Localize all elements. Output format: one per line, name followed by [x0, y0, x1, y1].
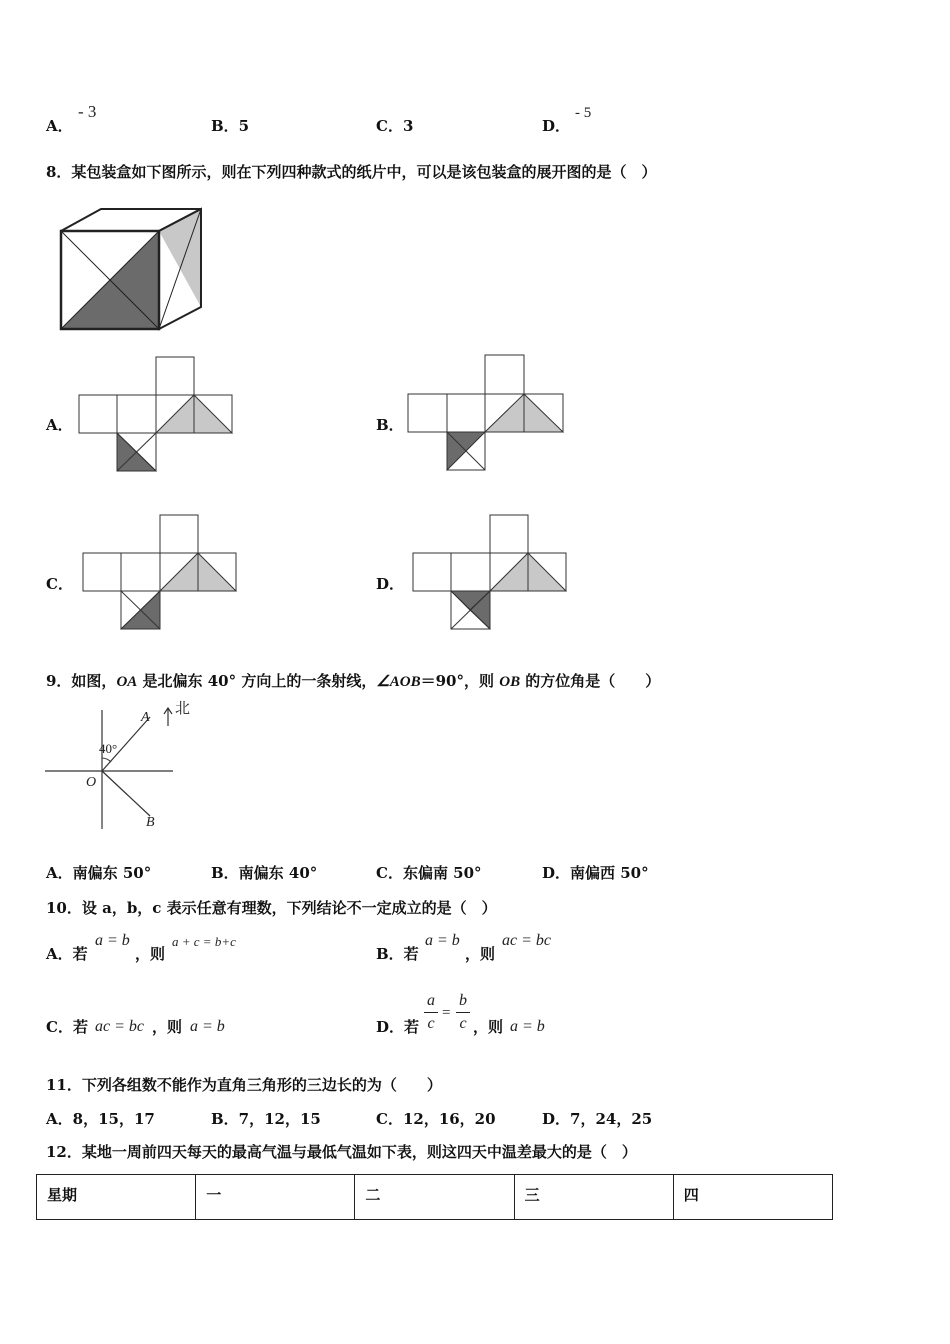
q9-label-angle: 40° — [99, 741, 118, 756]
q10-option-a-cond: a = b — [95, 932, 130, 949]
q10-option-c-concl: a = b — [190, 1018, 225, 1035]
q10-option-c-mid: ，则 — [152, 1018, 183, 1036]
q8-option-c: C． — [46, 575, 73, 593]
table-header-cell: 二 — [355, 1175, 514, 1220]
q10-option-d-concl: a = b — [510, 1018, 545, 1035]
q10-option-d-fraction-2 — [456, 992, 470, 1033]
q9-option-c: C．东偏南 50° — [376, 864, 482, 882]
q9-option-a: A．南偏东 50° — [46, 864, 152, 882]
q10-option-b-cond: a = b — [425, 932, 460, 949]
q10-option-a-mid: ，则 — [135, 945, 166, 963]
q10-d-num2: b — [459, 992, 467, 1009]
q10-d-den1: c — [427, 1015, 435, 1032]
table-header-cell: 一 — [196, 1175, 355, 1220]
q10-option-a-concl: a + c = b+c — [172, 934, 236, 949]
q9-stem: 9．如图，OA 是北偏东 40° 方向上的一条射线，∠AOB＝90°，则 OB 的方位角是（ ） — [46, 672, 661, 690]
q8-cube-figure — [55, 205, 210, 333]
q10-option-d-prefix: D．若 — [376, 1018, 420, 1036]
q11-stem: 11．下列各组数不能作为直角三角形的三边长的为（ ） — [46, 1076, 442, 1094]
q8-option-b: B． — [376, 416, 404, 434]
q10-option-d-mid: ，则 — [473, 1018, 504, 1036]
q8-net-b — [407, 354, 565, 472]
q10-d-eq: = — [442, 1005, 451, 1021]
q11-option-a: A．8，15，17 — [46, 1110, 155, 1128]
table-header-cell: 三 — [514, 1175, 673, 1220]
table-header-cell: 四 — [673, 1175, 832, 1220]
q10-option-a-prefix: A．若 — [46, 945, 88, 963]
q9-option-b: B．南偏东 40° — [211, 864, 318, 882]
q8-net-c — [82, 514, 238, 632]
q8-stem: 8．某包装盒如下图所示，则在下列四种款式的纸片中，可以是该包装盒的展开图的是（ ） — [46, 163, 657, 181]
q7-option-d-value: - 5 — [575, 105, 592, 121]
q8-option-a: A． — [46, 416, 73, 434]
table-row — [37, 1175, 833, 1220]
q9-label-a: A — [141, 710, 150, 725]
q10-option-c-cond: ac = bc — [95, 1018, 144, 1035]
q10-d-num1: a — [427, 992, 435, 1009]
q11-option-d: D．7，24，25 — [542, 1110, 653, 1128]
q7-option-a-value: - 3 — [78, 102, 97, 121]
q7-option-a-label: A． — [46, 117, 73, 135]
q7-option-b: B．5 — [211, 117, 250, 135]
q8-net-a — [78, 356, 234, 474]
q11-option-c: C．12，16，20 — [376, 1110, 496, 1128]
q9-figure — [45, 706, 195, 832]
q9-label-b: B — [146, 815, 155, 830]
q10-option-b-mid: ，则 — [465, 945, 496, 963]
q12-temperature-table — [36, 1174, 833, 1220]
q7-option-c: C．3 — [376, 117, 414, 135]
table-header-cell: 星期 — [37, 1175, 196, 1220]
q10-option-d-fraction-1 — [424, 992, 438, 1033]
q10-stem: 10．设 a，b，c 表示任意有理数，下列结论不一定成立的是（ ） — [46, 899, 497, 917]
q9-option-d: D．南偏西 50° — [542, 864, 649, 882]
q10-d-den2: c — [459, 1015, 467, 1032]
q9-label-o: O — [86, 775, 97, 790]
q9-label-north: 北 — [175, 701, 191, 717]
q7-option-d-label: D． — [542, 117, 571, 135]
q11-option-b: B．7，12，15 — [211, 1110, 321, 1128]
q12-stem: 12．某地一周前四天每天的最高气温与最低气温如下表，则这四天中温差最大的是（ ） — [46, 1143, 637, 1161]
q10-option-c-prefix: C．若 — [46, 1018, 88, 1036]
q8-net-d — [412, 514, 568, 632]
q10-option-b-concl: ac = bc — [502, 932, 551, 949]
q10-option-b-prefix: B．若 — [376, 945, 419, 963]
q8-option-d: D． — [376, 575, 405, 593]
